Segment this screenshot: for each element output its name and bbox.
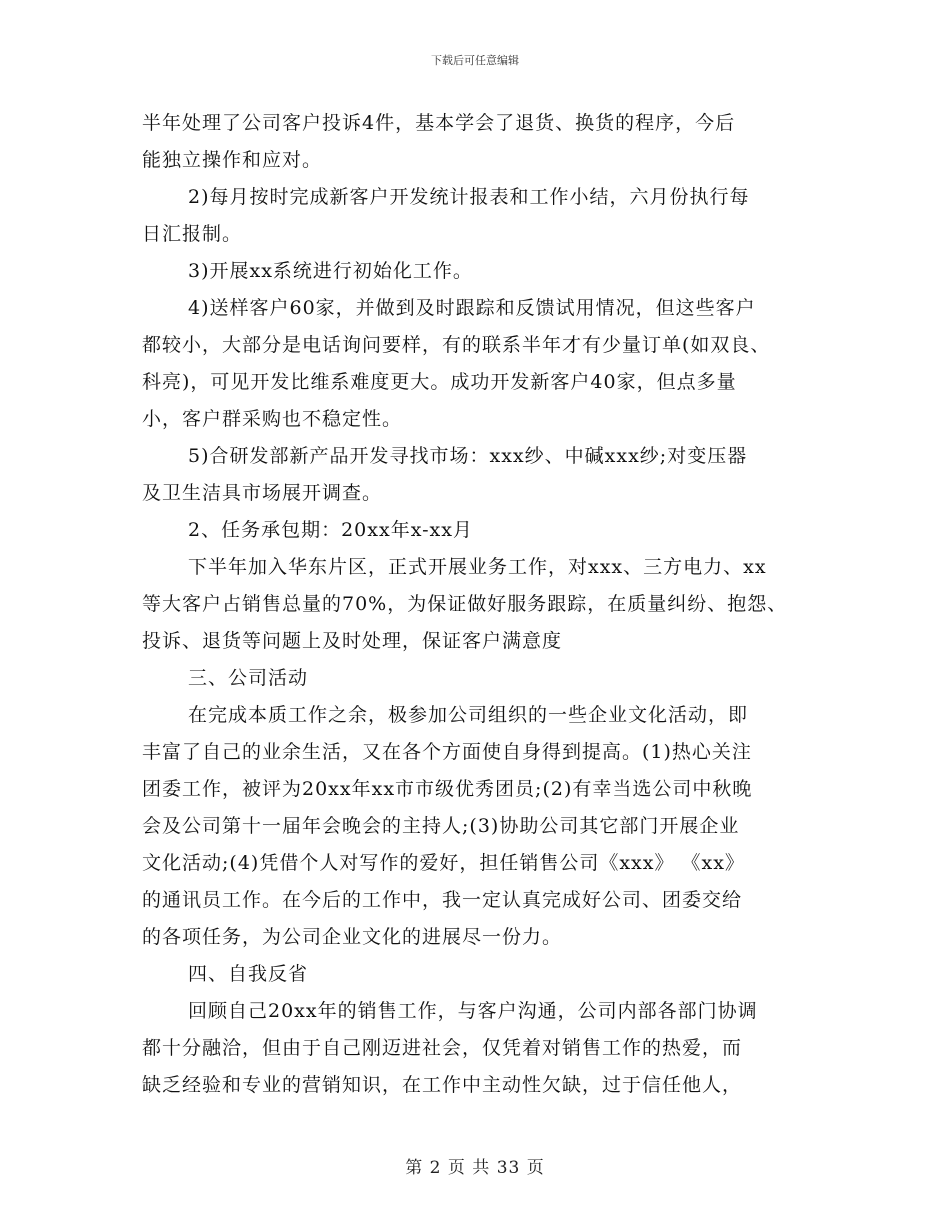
text-line: 日汇报制。 [142,223,243,245]
page-footer: 第 2 页 共 33 页 [405,1158,545,1178]
document-body [142,105,814,1104]
text-line: 会及公司第十一届年会晚会的主持人;(3)协助公司其它部门开展企业 [142,815,740,837]
text-line: 及卫生洁具市场展开调查。 [142,482,383,504]
text-line: 团委工作，被评为20xx年xx市市级优秀团员;(2)有幸当选公司中秋晚 [142,778,753,800]
text-line: 5)合研发部新产品开发寻找市场：xxx纱、中碱xxx纱;对变压器 [188,445,748,467]
text-line: 2)每月按时完成新客户开发统计报表和工作小结，六月份执行每 [188,186,750,208]
text-line: 4)送样客户60家，并做到及时跟踪和反馈试用情况，但这些客户 [188,297,756,319]
text-line: 投诉、退货等问题上及时处理，保证客户满意度 [142,630,563,652]
text-line: 2、任务承包期：20xx年x-xx月 [188,519,473,541]
text-line: 等大客户占销售总量的70%，为保证做好服务跟踪，在质量纠纷、抱怨、 [142,593,788,615]
text-line: 的通讯员工作。在今后的工作中，我一定认真完成好公司、团委交给 [142,889,743,911]
text-line: 小，客户群采购也不稳定性。 [142,408,403,430]
page-header: 下载后可任意编辑 [431,54,519,67]
text-line: 都十分融洽，但由于自己刚迈进社会，仅凭着对销售工作的热爱，而 [142,1037,743,1059]
section-heading: 四、自我反省 [188,963,309,985]
text-line: 缺乏经验和专业的营销知识，在工作中主动性欠缺，过于信任他人， [142,1074,743,1096]
text-line: 文化活动;(4)凭借个人对写作的爱好，担任销售公司《xxx》 《xx》 [142,852,745,874]
section-heading: 三、公司活动 [188,667,309,689]
text-line: 下半年加入华东片区，正式开展业务工作，对xxx、三方电力、xx [188,556,767,578]
text-line: 回顾自己20xx年的销售工作，与客户沟通，公司内部各部门协调 [188,1000,758,1022]
text-line: 的各项任务，为公司企业文化的进展尽一份力。 [142,926,563,948]
text-line: 3)开展xx系统进行初始化工作。 [188,260,473,282]
text-line: 丰富了自己的业余生活，又在各个方面使自身得到提高。(1)热心关注 [142,741,752,763]
text-line: 科亮)，可见开发比维系难度更大。成功开发新客户40家，但点多量 [142,371,737,393]
text-line: 半年处理了公司客户投诉4件，基本学会了退货、换货的程序，今后 [142,112,736,134]
text-line: 都较小，大部分是电话询问要样，有的联系半年才有少量订单(如双良、 [142,334,771,356]
text-line: 能独立操作和应对。 [142,149,323,171]
text-line: 在完成本质工作之余，极参加公司组织的一些企业文化活动，即 [188,704,749,726]
